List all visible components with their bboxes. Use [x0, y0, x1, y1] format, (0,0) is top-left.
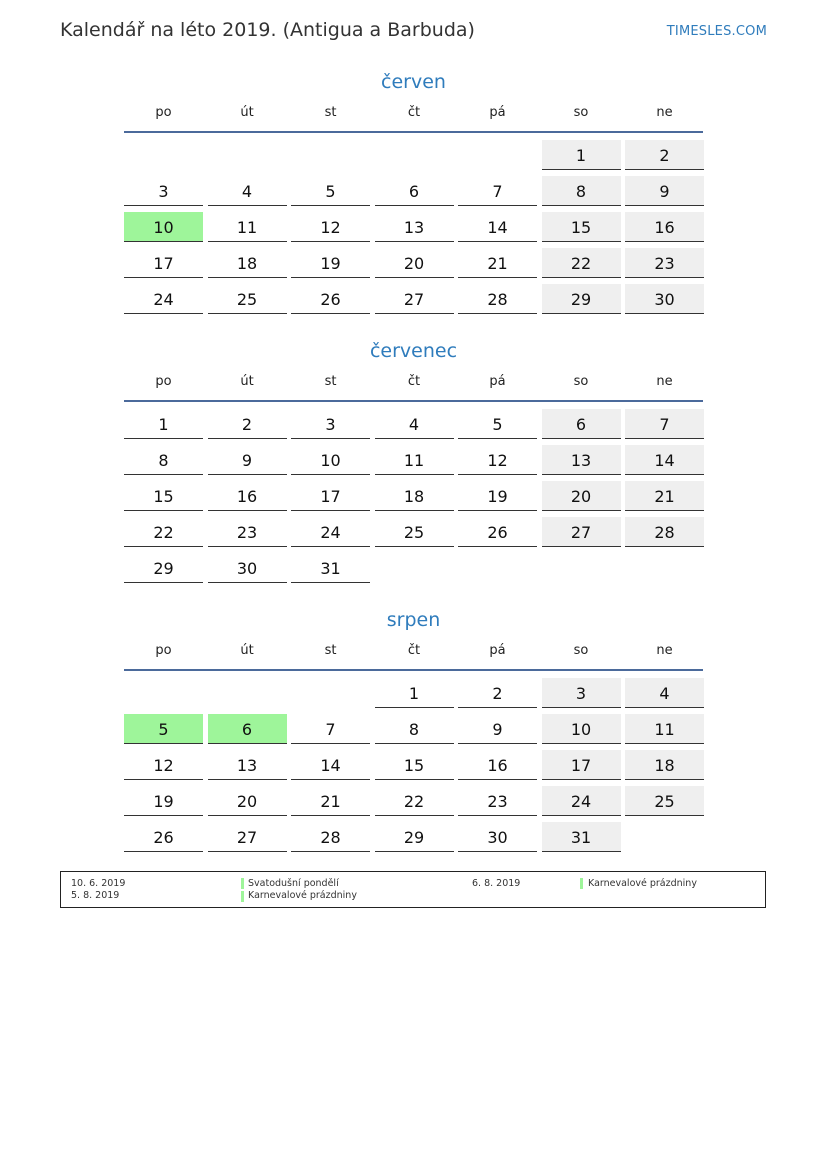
legend-swatch — [241, 891, 244, 902]
day-cell: 19 — [291, 248, 370, 278]
day-cell: 20 — [375, 248, 454, 278]
legend-holiday-name: Svatodušní pondělí — [248, 878, 339, 889]
day-cell: 1 — [375, 678, 454, 708]
weekday-label: so — [573, 374, 589, 389]
weekday-label: po — [155, 105, 172, 120]
day-cell: 5 — [291, 176, 370, 206]
day-cell: 27 — [208, 822, 287, 852]
weekday-label: ne — [656, 374, 673, 389]
day-cell: 20 — [542, 481, 621, 511]
day-cell: 2 — [458, 678, 537, 708]
holiday-day-cell: 10 — [124, 212, 203, 242]
holiday-day-cell: 6 — [208, 714, 287, 744]
day-cell: 15 — [124, 481, 203, 511]
day-cell: 1 — [542, 140, 621, 170]
day-cell: 23 — [625, 248, 704, 278]
day-cell: 17 — [542, 750, 621, 780]
legend-date: 5. 8. 2019 — [71, 890, 120, 901]
header-rule — [124, 669, 703, 671]
day-cell: 29 — [542, 284, 621, 314]
day-cell: 2 — [208, 409, 287, 439]
day-cell: 14 — [291, 750, 370, 780]
legend-holiday-name: Karnevalové prázdniny — [248, 890, 357, 901]
day-cell: 11 — [375, 445, 454, 475]
day-cell: 3 — [291, 409, 370, 439]
weekday-label: po — [155, 374, 172, 389]
day-cell: 19 — [458, 481, 537, 511]
day-cell: 23 — [208, 517, 287, 547]
day-cell: 29 — [375, 822, 454, 852]
day-cell: 7 — [291, 714, 370, 744]
weekday-label: pá — [489, 374, 506, 389]
day-cell: 14 — [458, 212, 537, 242]
day-cell: 10 — [542, 714, 621, 744]
day-cell: 24 — [124, 284, 203, 314]
day-cell: 12 — [291, 212, 370, 242]
day-cell: 4 — [625, 678, 704, 708]
day-cell: 11 — [208, 212, 287, 242]
day-cell: 12 — [458, 445, 537, 475]
weekday-label: st — [324, 105, 337, 120]
day-cell: 5 — [458, 409, 537, 439]
legend-date: 6. 8. 2019 — [472, 878, 521, 889]
day-cell: 9 — [458, 714, 537, 744]
header-rule — [124, 131, 703, 133]
weekday-label: po — [155, 643, 172, 658]
day-cell: 23 — [458, 786, 537, 816]
weekday-label: čt — [407, 643, 421, 658]
day-cell: 9 — [208, 445, 287, 475]
day-cell: 29 — [124, 553, 203, 583]
day-cell: 22 — [542, 248, 621, 278]
day-cell: 18 — [375, 481, 454, 511]
month-title: červenec — [369, 340, 458, 362]
day-cell: 12 — [124, 750, 203, 780]
day-cell: 13 — [208, 750, 287, 780]
day-cell: 30 — [458, 822, 537, 852]
weekday-label: so — [573, 105, 589, 120]
day-cell: 21 — [291, 786, 370, 816]
day-cell: 18 — [208, 248, 287, 278]
month-calendar — [124, 69, 703, 309]
day-cell: 30 — [625, 284, 704, 314]
day-cell: 27 — [542, 517, 621, 547]
page-title: Kalendář na léto 2019. (Antigua a Barbuda) — [60, 19, 475, 41]
weekday-label: pá — [489, 643, 506, 658]
month-calendar — [124, 607, 703, 847]
day-cell: 1 — [124, 409, 203, 439]
day-cell: 20 — [208, 786, 287, 816]
day-cell: 19 — [124, 786, 203, 816]
holiday-legend — [60, 871, 766, 908]
holiday-day-cell: 5 — [124, 714, 203, 744]
site-link[interactable]: TIMESLES.COM — [666, 24, 767, 39]
day-cell: 8 — [124, 445, 203, 475]
day-cell: 7 — [625, 409, 704, 439]
day-cell: 13 — [542, 445, 621, 475]
day-cell: 14 — [625, 445, 704, 475]
weekday-label: so — [573, 643, 589, 658]
weekday-label: st — [324, 643, 337, 658]
day-cell: 9 — [625, 176, 704, 206]
legend-swatch — [241, 878, 244, 889]
weekday-label: út — [240, 105, 254, 120]
weekday-label: út — [240, 643, 254, 658]
day-cell: 24 — [542, 786, 621, 816]
weekday-label: čt — [407, 105, 421, 120]
weekday-label: st — [324, 374, 337, 389]
day-cell: 15 — [375, 750, 454, 780]
weekday-label: pá — [489, 105, 506, 120]
day-cell: 16 — [625, 212, 704, 242]
day-cell: 25 — [375, 517, 454, 547]
day-cell: 6 — [542, 409, 621, 439]
day-cell: 25 — [208, 284, 287, 314]
day-cell: 25 — [625, 786, 704, 816]
day-cell: 16 — [458, 750, 537, 780]
day-cell: 31 — [542, 822, 621, 852]
month-title: červen — [381, 71, 446, 93]
day-cell: 21 — [625, 481, 704, 511]
day-cell: 31 — [291, 553, 370, 583]
weekday-header — [124, 103, 703, 131]
day-cell: 26 — [458, 517, 537, 547]
day-cell: 24 — [291, 517, 370, 547]
legend-date: 10. 6. 2019 — [71, 878, 126, 889]
day-cell: 28 — [291, 822, 370, 852]
month-calendar — [124, 338, 703, 578]
day-cell: 21 — [458, 248, 537, 278]
weekday-label: ne — [656, 105, 673, 120]
day-cell: 30 — [208, 553, 287, 583]
day-cell: 27 — [375, 284, 454, 314]
day-cell: 17 — [124, 248, 203, 278]
header-rule — [124, 400, 703, 402]
weekday-header — [124, 372, 703, 400]
month-title: srpen — [386, 609, 441, 631]
day-cell: 2 — [625, 140, 704, 170]
day-cell: 7 — [458, 176, 537, 206]
day-cell: 10 — [291, 445, 370, 475]
day-cell: 16 — [208, 481, 287, 511]
weekday-header — [124, 641, 703, 669]
day-cell: 4 — [375, 409, 454, 439]
day-cell: 3 — [542, 678, 621, 708]
day-cell: 26 — [124, 822, 203, 852]
legend-holiday-name: Karnevalové prázdniny — [588, 878, 697, 889]
weekday-label: ne — [656, 643, 673, 658]
day-cell: 22 — [375, 786, 454, 816]
day-cell: 15 — [542, 212, 621, 242]
day-cell: 6 — [375, 176, 454, 206]
legend-swatch — [580, 878, 583, 889]
day-cell: 11 — [625, 714, 704, 744]
weekday-label: út — [240, 374, 254, 389]
day-cell: 22 — [124, 517, 203, 547]
day-cell: 28 — [458, 284, 537, 314]
day-cell: 4 — [208, 176, 287, 206]
weekday-label: čt — [407, 374, 421, 389]
day-cell: 28 — [625, 517, 704, 547]
day-cell: 26 — [291, 284, 370, 314]
day-cell: 8 — [375, 714, 454, 744]
day-cell: 8 — [542, 176, 621, 206]
day-cell: 3 — [124, 176, 203, 206]
day-cell: 17 — [291, 481, 370, 511]
day-cell: 18 — [625, 750, 704, 780]
day-cell: 13 — [375, 212, 454, 242]
